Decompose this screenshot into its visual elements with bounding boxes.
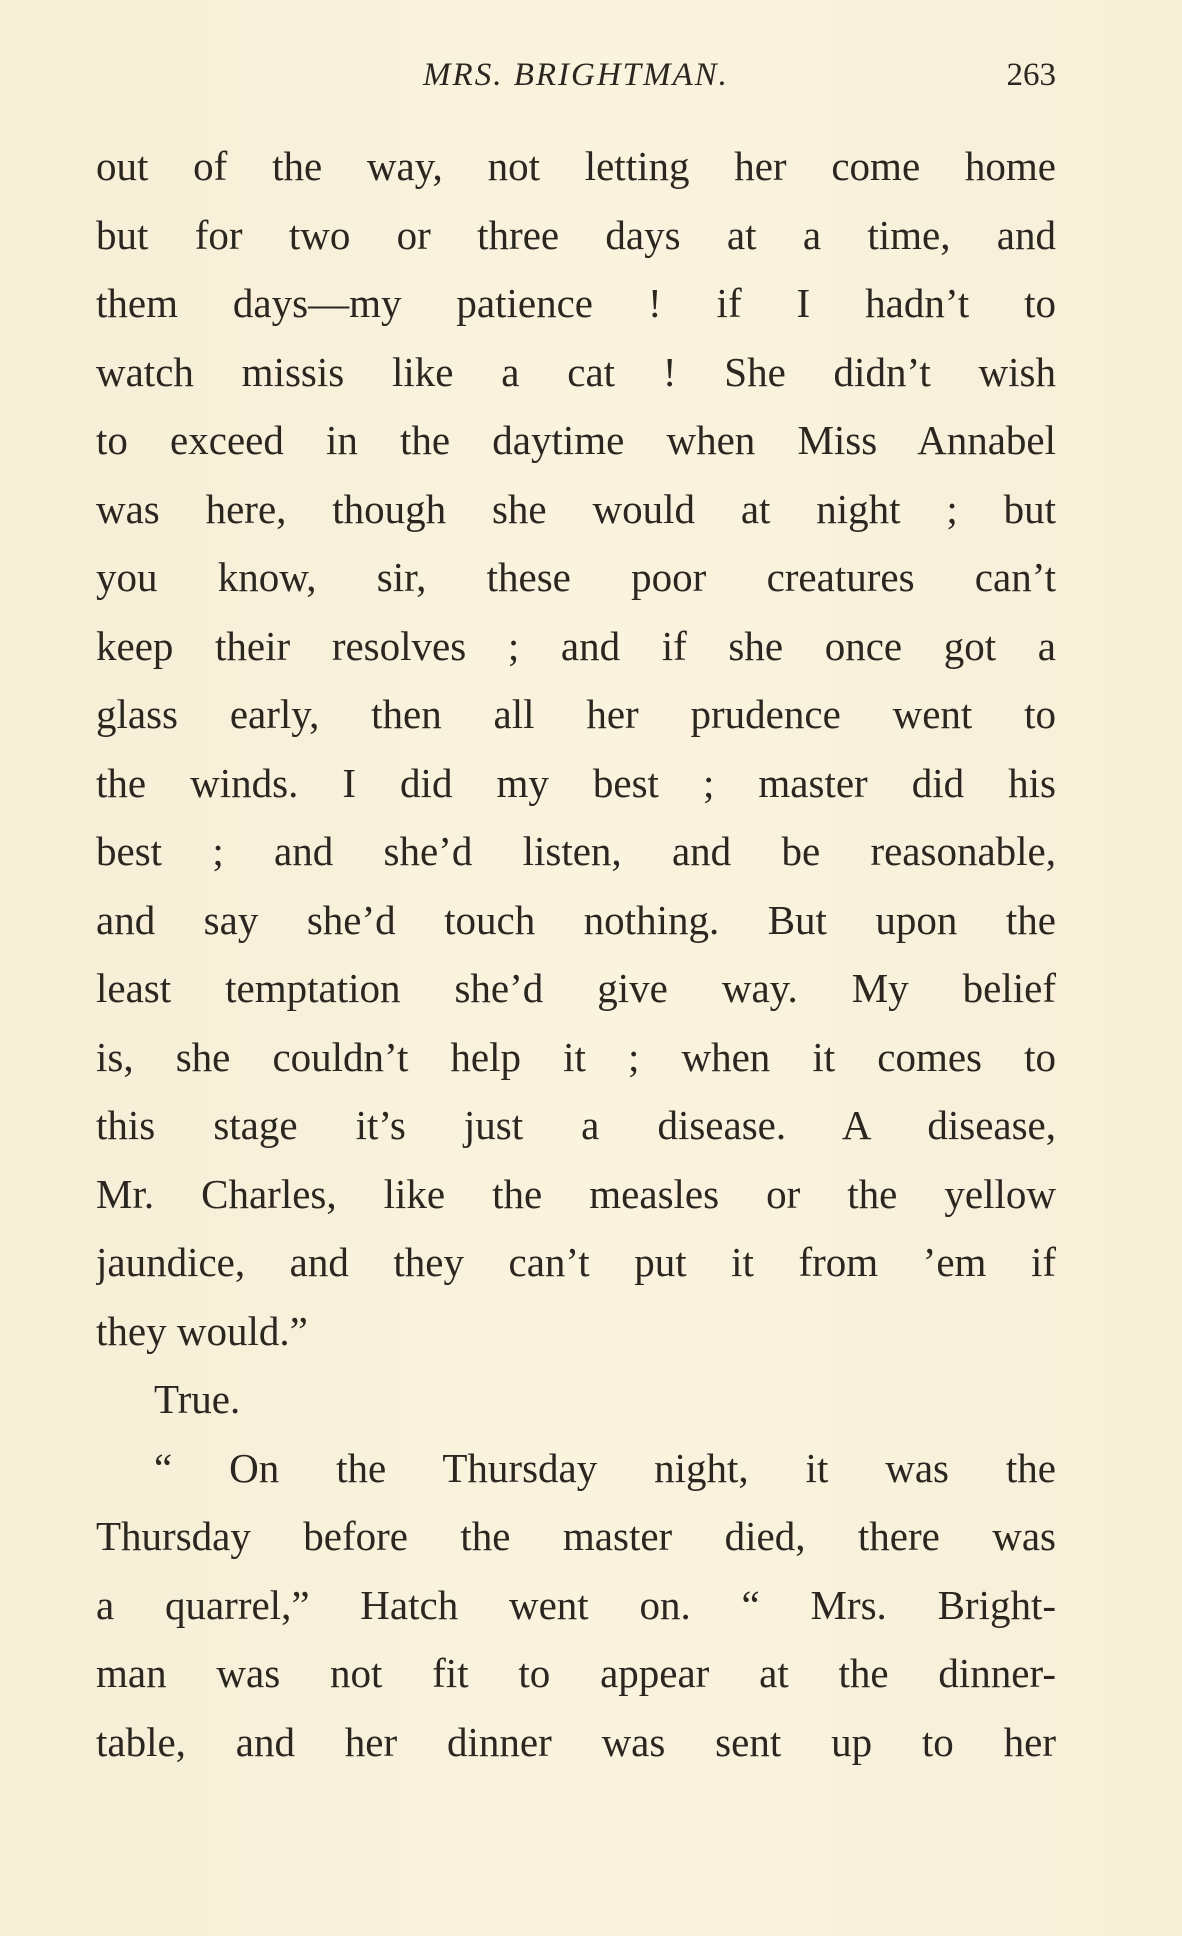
text-line: this stage it’s just a disease. A disease,	[96, 1102, 1056, 1148]
page-number: 263	[1006, 57, 1056, 93]
text-line: watch missis like a cat ! She didn’t wish	[96, 348, 1056, 395]
text-line: best ; and she’d listen, and be reasonable,	[96, 828, 1056, 874]
text-line: least temptation she’d give way. My belief	[96, 965, 1056, 1011]
text-line: out of the way, not letting her come home	[96, 143, 1056, 189]
text-line-paragraph-start: “ On the Thursday night, it was the	[154, 1444, 1056, 1491]
text-line-paragraph-start: True.	[154, 1376, 241, 1422]
text-line: to exceed in the daytime when Miss Annabel	[96, 417, 1056, 463]
text-line: jaundice, and they can’t put it from ’em if	[96, 1239, 1056, 1285]
text-line: them days—my patience ! if I hadn’t to	[96, 280, 1056, 326]
text-line: you know, sir, these poor creatures can’t	[96, 554, 1056, 600]
text-line: but for two or three days at a time, and	[96, 211, 1056, 258]
running-title: MRS. BRIGHTMAN.	[423, 57, 729, 93]
running-head	[96, 50, 1056, 100]
text-line: is, she couldn’t help it ; when it comes to	[96, 1033, 1056, 1080]
text-line-paragraph-end: they would.”	[96, 1307, 308, 1354]
text-line: Thursday before the master died, there was	[96, 1513, 1056, 1559]
text-line: Mr. Charles, like the measles or the yellow	[96, 1170, 1056, 1217]
text-line: was here, though she would at night ; but	[96, 485, 1056, 532]
text-line: man was not fit to appear at the dinner-	[96, 1650, 1056, 1696]
text-line: glass early, then all her prudence went to	[96, 691, 1056, 737]
text-line: table, and her dinner was sent up to her	[96, 1718, 1056, 1765]
text-line: and say she’d touch nothing. But upon the	[96, 896, 1056, 943]
body-text	[96, 132, 1056, 1776]
text-line: keep their resolves ; and if she once got a	[96, 622, 1056, 669]
text-line: a quarrel,” Hatch went on. “ Mrs. Bright-	[96, 1581, 1056, 1628]
text-line: the winds. I did my best ; master did his	[96, 759, 1056, 806]
